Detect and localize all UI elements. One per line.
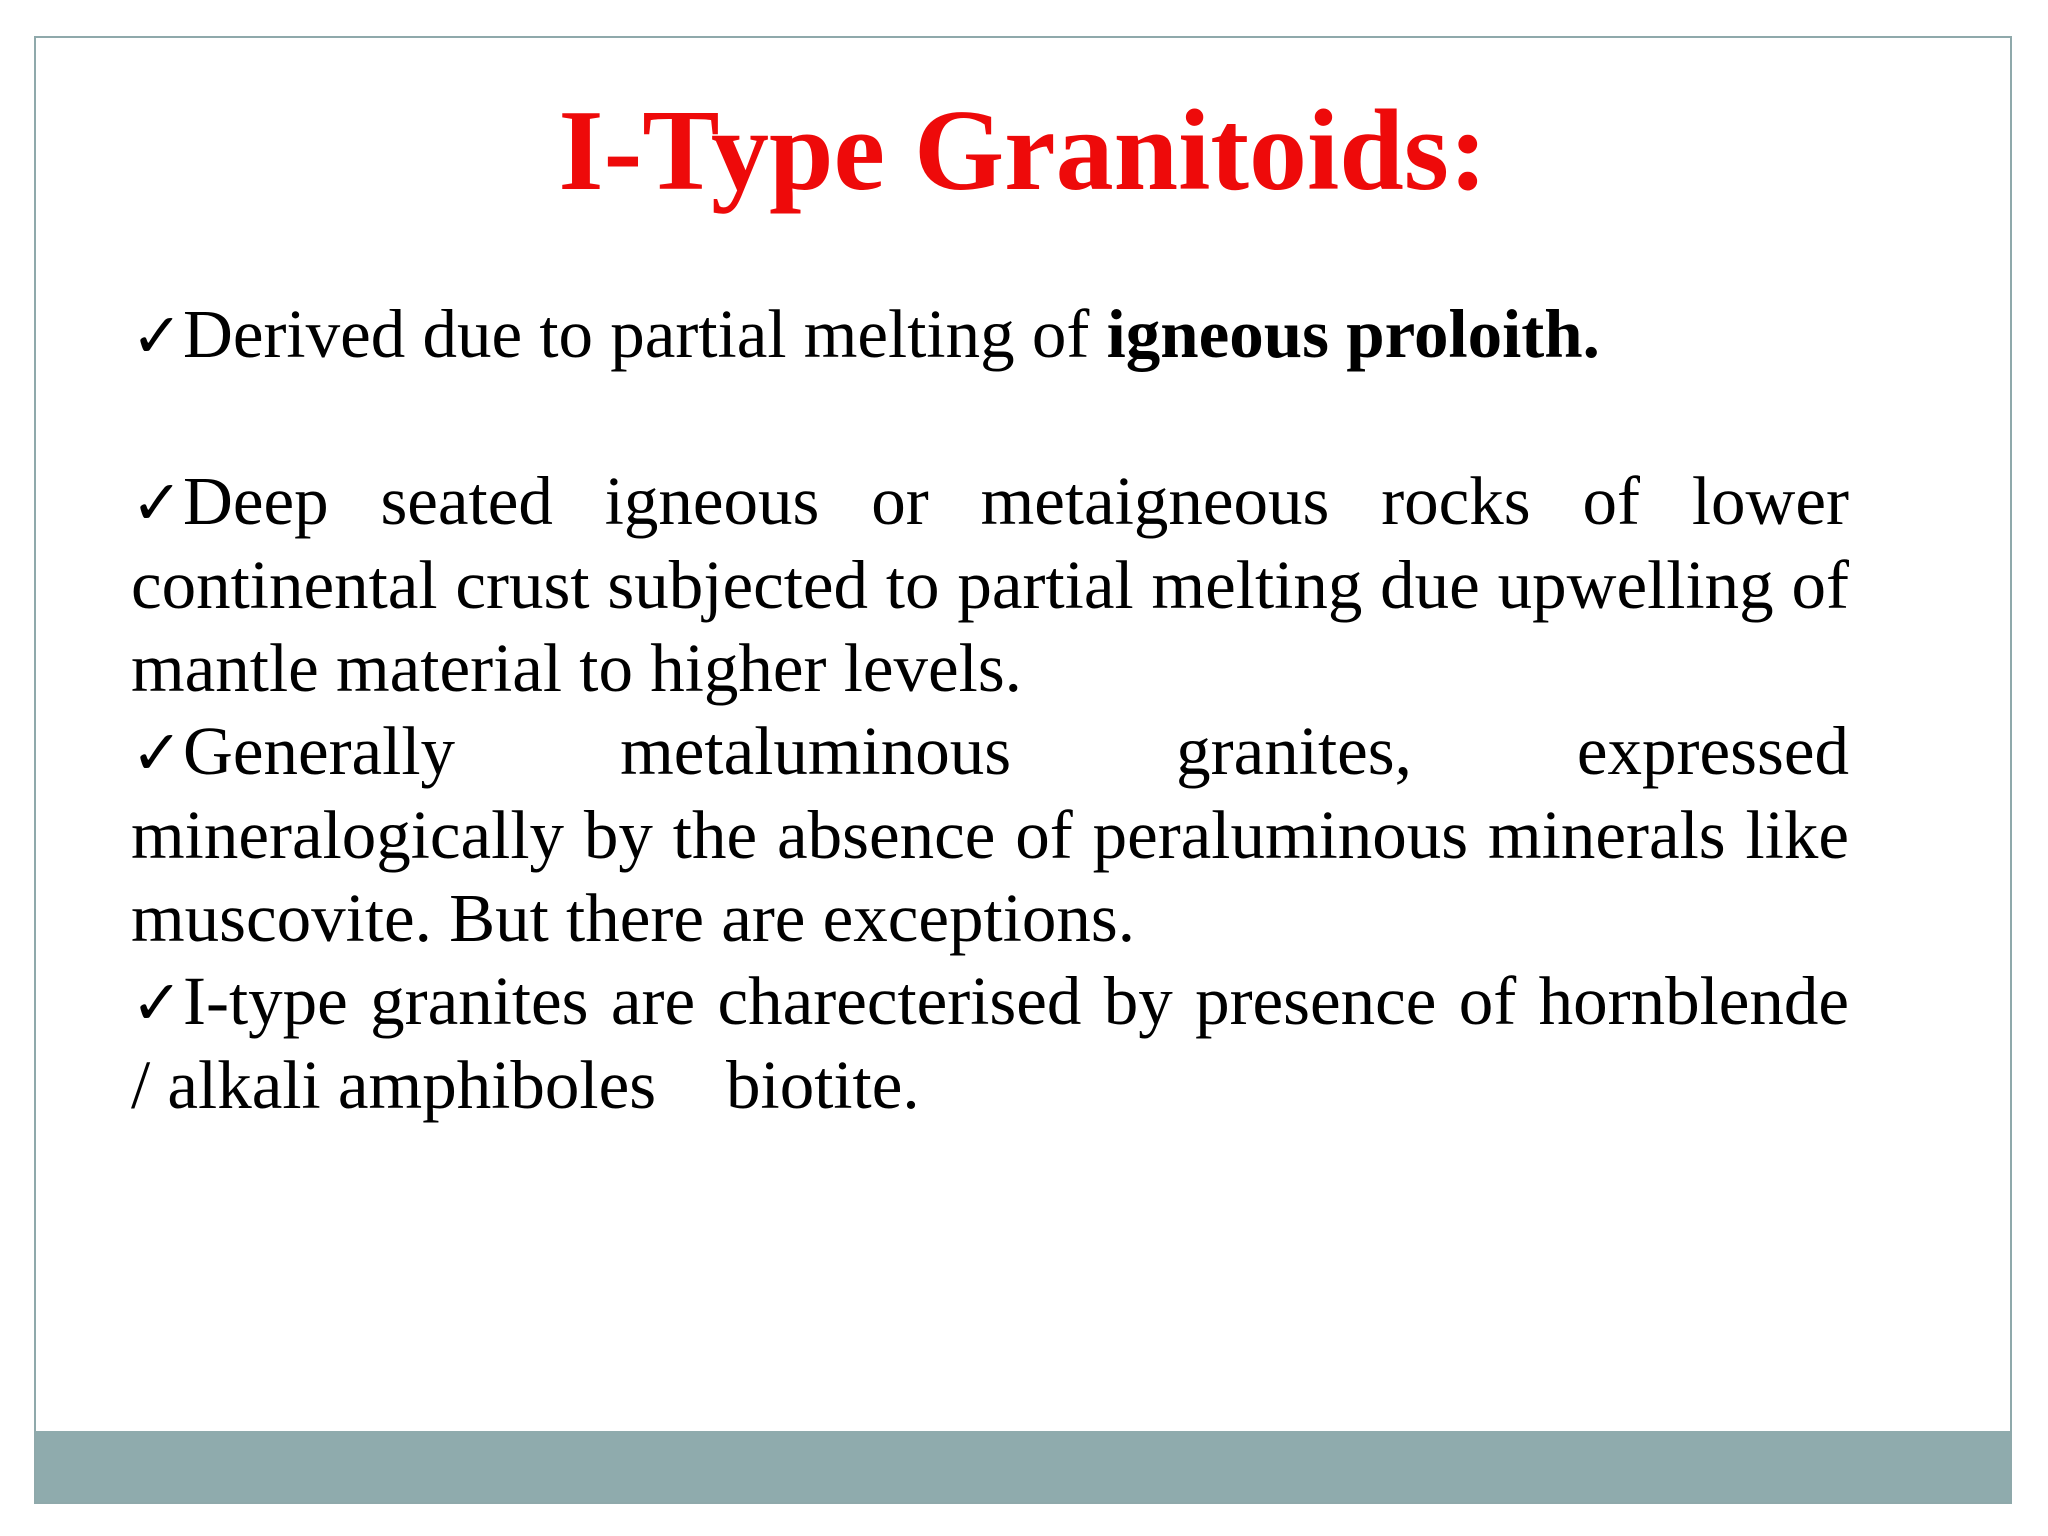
bullet-item xyxy=(131,460,1849,710)
check-icon: ✓ xyxy=(131,299,183,372)
bullet-text: Derived due to partial melting of xyxy=(183,296,1107,372)
bullet-text: Generally metaluminous granites, expressed mineralogically by the absence of peraluminous minerals like muscovite. But there are exceptions. xyxy=(131,713,1849,956)
check-icon: ✓ xyxy=(131,966,183,1039)
footer-bar xyxy=(36,1431,2010,1502)
bullet-item xyxy=(131,960,1849,1127)
bullet-text: I-type granites are charecterised by presence of hornblende / alkali amphiboles xyxy=(131,963,1849,1123)
bullet-item xyxy=(131,710,1849,960)
bullet-text-bold: igneous proloith. xyxy=(1106,296,1600,372)
bullet-text: Deep seated igneous or metaigneous rocks of lower continental crust subjected to partial melting due upwelling of mantle material to higher levels. xyxy=(131,463,1849,706)
slide-title: I-Type Granitoids: xyxy=(558,87,1488,215)
bullet-list xyxy=(131,293,1849,1127)
slide xyxy=(34,36,2012,1504)
bullet-item xyxy=(131,293,1849,377)
check-icon: ✓ xyxy=(131,716,183,789)
check-icon: ✓ xyxy=(131,466,183,539)
bullet-text-tail: biotite. xyxy=(726,1047,920,1123)
